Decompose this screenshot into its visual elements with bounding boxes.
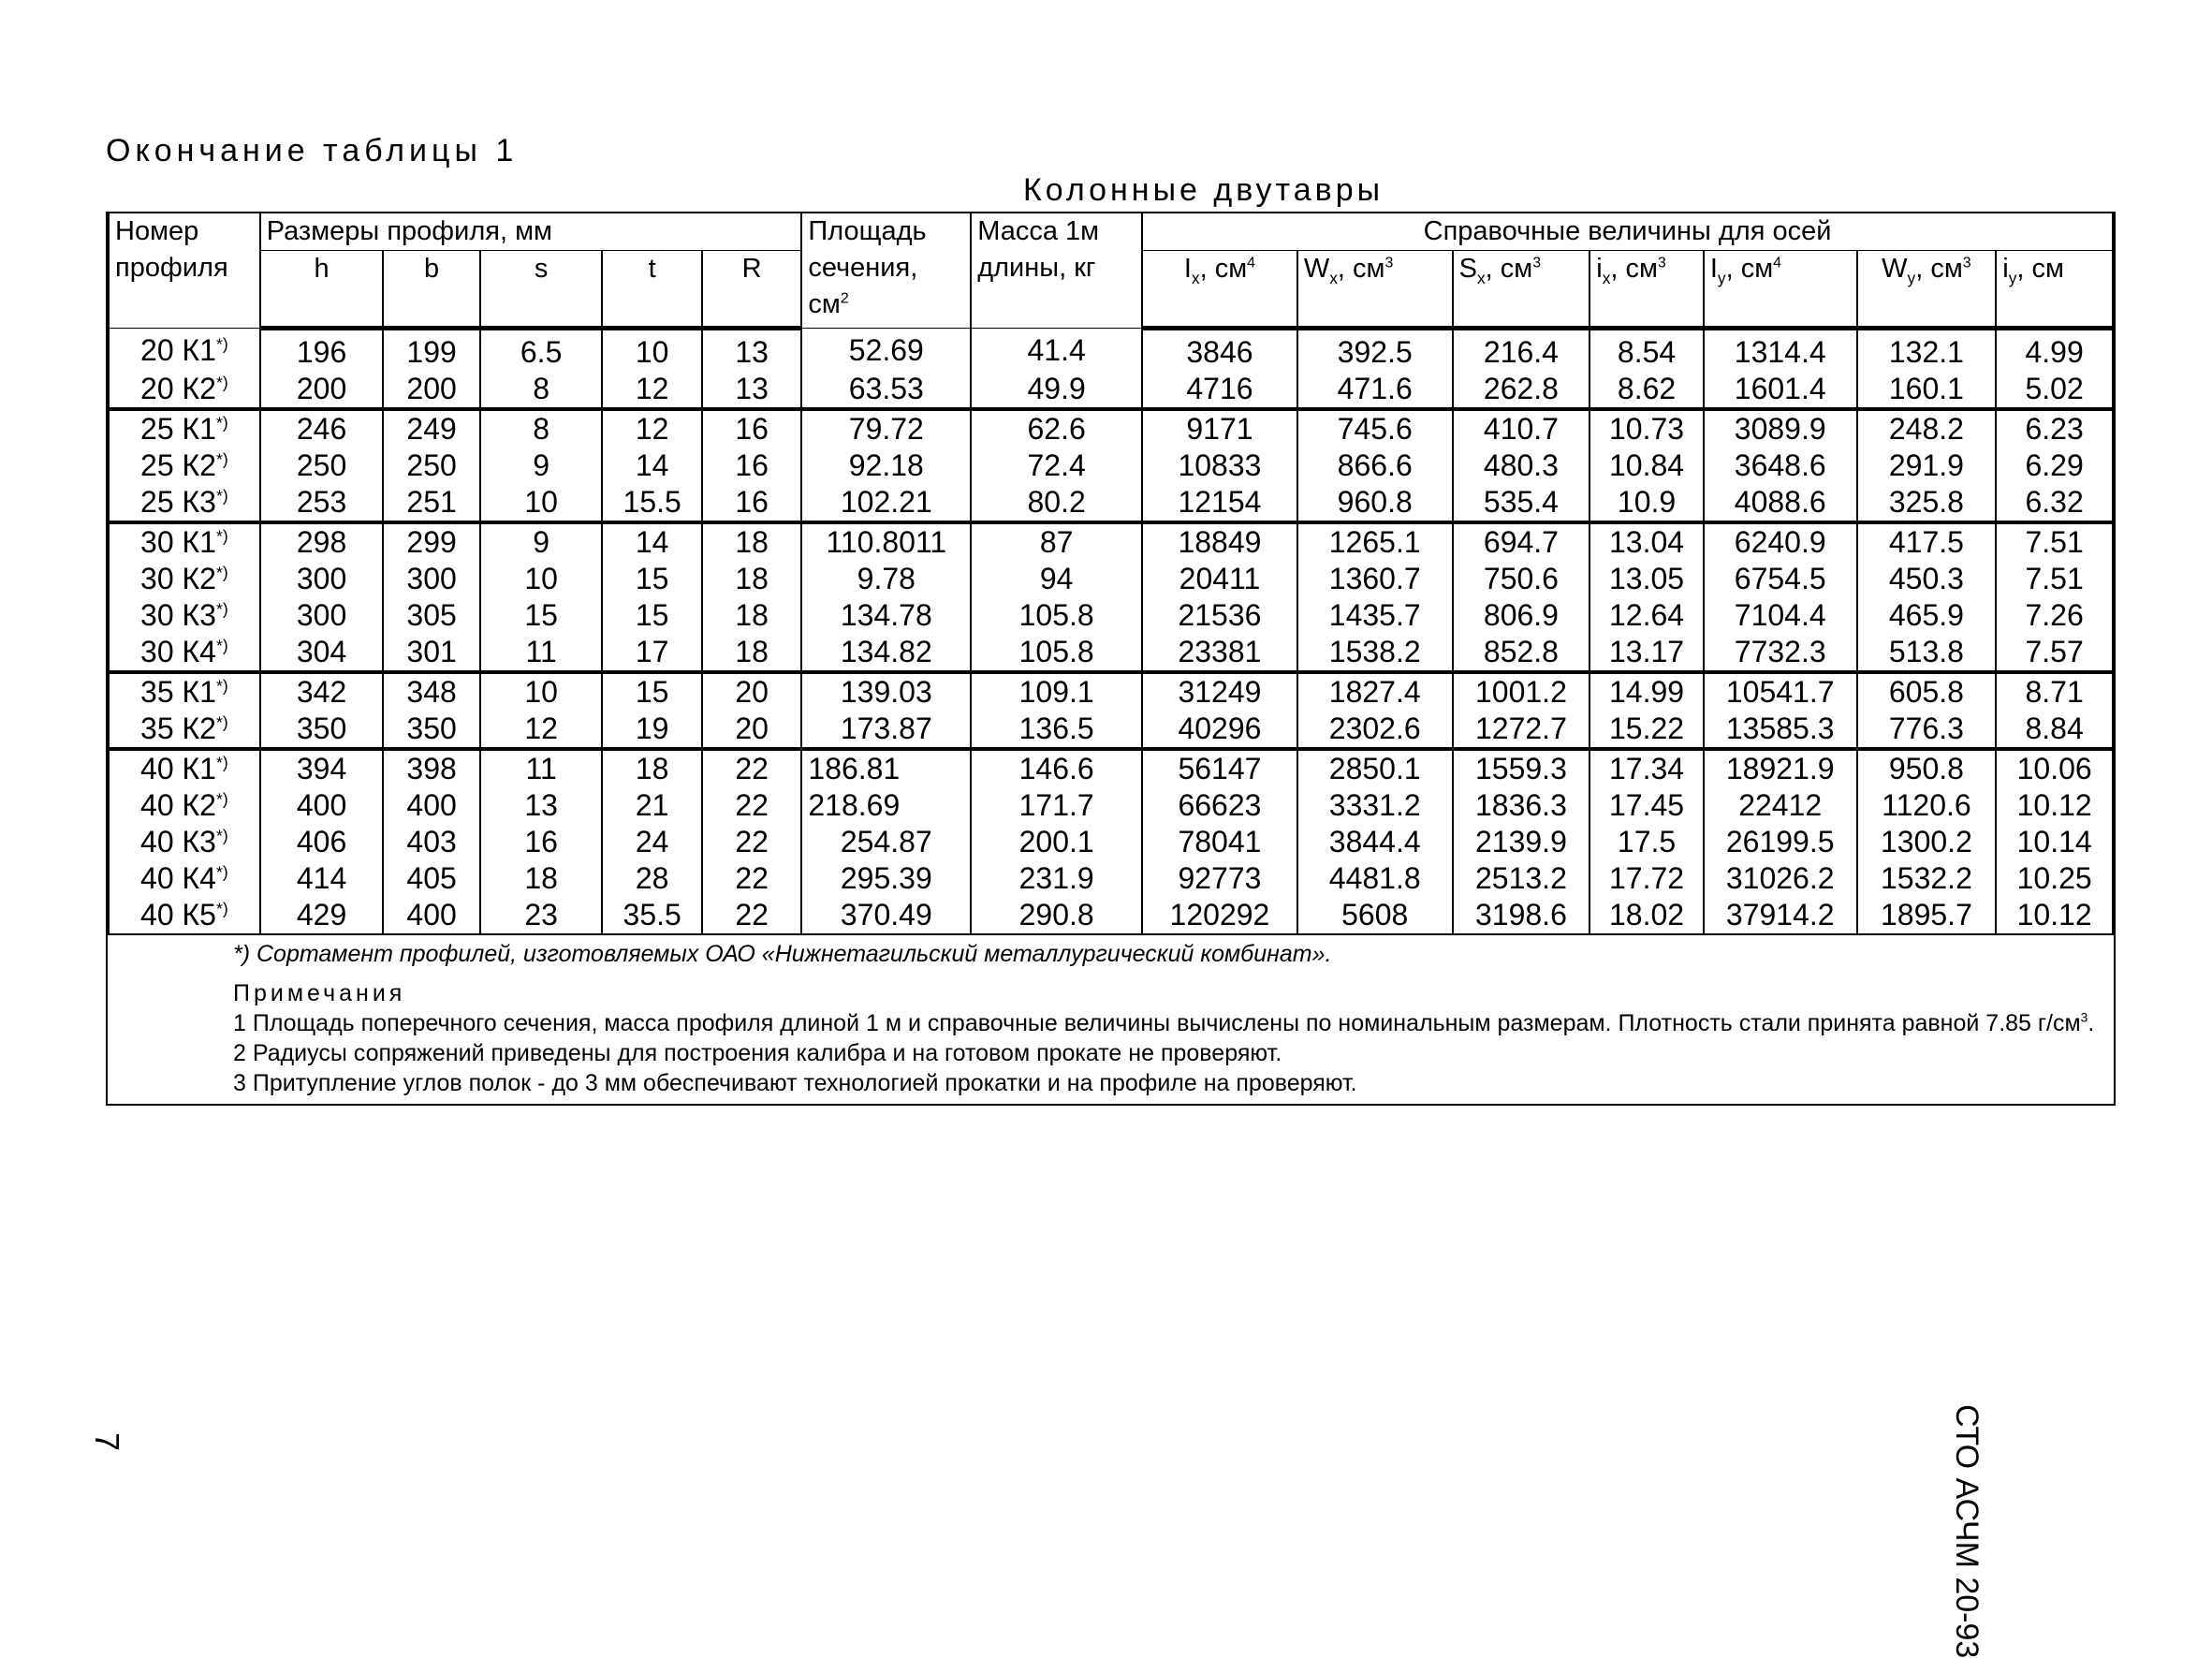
cell-h: 298 [260,522,384,561]
cell-profile: 35 К1*) [109,672,260,711]
cell-t: 17 [602,634,701,672]
cell-ix-inertia: 12154 [1142,484,1297,522]
cell-iy-radius: 10.12 [1996,897,2113,933]
cell-wy: 160.1 [1857,371,1997,409]
cell-r: 18 [702,561,801,597]
cell-ix-radius: 18.02 [1589,897,1704,933]
cell-h: 414 [260,860,384,897]
cell-ix-radius: 14.99 [1589,672,1704,711]
cell-s: 10 [480,484,603,522]
cell-area: 186.81 [801,749,971,787]
cell-ix-radius: 10.9 [1589,484,1704,522]
cell-h: 300 [260,597,384,634]
header-area-text: Площадь сечения, см [808,216,927,319]
cell-s: 8 [480,409,603,448]
cell-mass: 136.5 [971,711,1142,749]
cell-wx: 471.6 [1297,371,1453,409]
cell-b: 305 [383,597,479,634]
cell-ix-inertia: 40296 [1142,711,1297,749]
cell-wy: 132.1 [1857,329,1997,372]
cell-wy: 1895.7 [1857,897,1997,933]
header-area-sup: 2 [840,290,849,307]
cell-wy: 1120.6 [1857,787,1997,824]
cell-b: 405 [383,860,479,897]
cell-profile: 30 К2*) [109,561,260,597]
cell-profile: 25 К3*) [109,484,260,522]
cell-ix-radius: 15.22 [1589,711,1704,749]
cell-ix-radius: 17.34 [1589,749,1704,787]
cell-b: 300 [383,561,479,597]
cell-sx: 852.8 [1453,634,1590,672]
cell-wy: 1532.2 [1857,860,1997,897]
cell-ix-inertia: 120292 [1142,897,1297,933]
cell-s: 11 [480,634,603,672]
cell-sx: 262.8 [1453,371,1590,409]
cell-wy: 1300.2 [1857,824,1997,860]
cell-b: 400 [383,787,479,824]
cell-wx: 745.6 [1297,409,1453,448]
cell-area: 370.49 [801,897,971,933]
cell-b: 400 [383,897,479,933]
cell-profile: 20 К2*) [109,371,260,409]
cell-h: 304 [260,634,384,672]
cell-wx: 392.5 [1297,329,1453,372]
cell-ix-radius: 12.64 [1589,597,1704,634]
cell-profile: 20 К1*) [109,329,260,372]
cell-iy-radius: 4.99 [1996,329,2113,372]
cell-profile: 30 К1*) [109,522,260,561]
cell-mass: 146.6 [971,749,1142,787]
cell-s: 8 [480,371,603,409]
cell-iy-inertia: 1314.4 [1704,329,1857,372]
cell-wx: 960.8 [1297,484,1453,522]
header-r: R [702,251,801,329]
cell-iy-radius: 8.84 [1996,711,2113,749]
cell-h: 250 [260,448,384,484]
cell-profile: 40 К4*) [109,860,260,897]
cell-s: 10 [480,672,603,711]
header-dims-group: Размеры профиля, мм [260,213,802,251]
cell-r: 16 [702,448,801,484]
cell-ix-inertia: 18849 [1142,522,1297,561]
cell-t: 15 [602,672,701,711]
header-s: s [480,251,603,329]
cell-iy-radius: 7.57 [1996,634,2113,672]
cell-r: 13 [702,329,801,372]
footnote: *) Сортамент профилей, изготовляемых ОАО «Нижнетагильский металлургический комбинат». [233,941,1332,967]
cell-r: 22 [702,860,801,897]
cell-ix-inertia: 56147 [1142,749,1297,787]
cell-r: 18 [702,522,801,561]
cell-h: 200 [260,371,384,409]
cell-r: 13 [702,371,801,409]
header-iy-inertia: $I_y$, $см^4$ [1704,251,1857,329]
cell-t: 15 [602,561,701,597]
table-row [109,597,2113,634]
cell-area: 92.18 [801,448,971,484]
cell-area: 254.87 [801,824,971,860]
cell-r: 22 [702,787,801,824]
cell-profile: 30 К4*) [109,634,260,672]
document-code: СТО АСЧМ 20-93 [1949,1404,1985,1658]
cell-sx: 750.6 [1453,561,1590,597]
cell-ix-inertia: 4716 [1142,371,1297,409]
cell-sx: 1001.2 [1453,672,1590,711]
cell-sx: 410.7 [1453,409,1590,448]
cell-area: 9.78 [801,561,971,597]
cell-h: 196 [260,329,384,372]
cell-iy-radius: 8.71 [1996,672,2113,711]
cell-iy-inertia: 31026.2 [1704,860,1857,897]
profile-table-frame [106,212,2116,1106]
table-row [109,897,2113,933]
cell-mass: 41.4 [971,329,1142,372]
cell-iy-inertia: 3648.6 [1704,448,1857,484]
cell-mass: 49.9 [971,371,1142,409]
cell-mass: 105.8 [971,634,1142,672]
cell-r: 16 [702,484,801,522]
cell-iy-radius: 10.14 [1996,824,2113,860]
cell-profile: 40 К2*) [109,787,260,824]
table-row [109,409,2113,448]
cell-iy-radius: 5.02 [1996,371,2113,409]
cell-r: 16 [702,409,801,448]
cell-profile: 40 К5*) [109,897,260,933]
cell-iy-radius: 10.12 [1996,787,2113,824]
cell-b: 249 [383,409,479,448]
cell-area: 52.69 [801,329,971,372]
cell-t: 19 [602,711,701,749]
note-3: 3 Притупление углов полок - до 3 мм обеспечивают технологией прокатки и на профиле на проверяют. [233,1070,1357,1096]
cell-b: 301 [383,634,479,672]
cell-mass: 171.7 [971,787,1142,824]
cell-iy-inertia: 13585.3 [1704,711,1857,749]
cell-area: 102.21 [801,484,971,522]
cell-s: 9 [480,522,603,561]
cell-sx: 535.4 [1453,484,1590,522]
cell-wy: 325.8 [1857,484,1997,522]
cell-ix-radius: 17.45 [1589,787,1704,824]
cell-area: 134.78 [801,597,971,634]
cell-sx: 1836.3 [1453,787,1590,824]
cell-sx: 1559.3 [1453,749,1590,787]
cell-b: 350 [383,711,479,749]
cell-b: 398 [383,749,479,787]
cell-h: 406 [260,824,384,860]
table-row [109,860,2113,897]
cell-area: 110.8011 [801,522,971,561]
table-row [109,749,2113,787]
cell-sx: 3198.6 [1453,897,1590,933]
header-t: t [602,251,701,329]
cell-iy-inertia: 10541.7 [1704,672,1857,711]
cell-s: 6.5 [480,329,603,372]
cell-s: 11 [480,749,603,787]
cell-h: 350 [260,711,384,749]
cell-wy: 450.3 [1857,561,1997,597]
table-row [109,329,2113,372]
cell-wx: 1538.2 [1297,634,1453,672]
cell-mass: 231.9 [971,860,1142,897]
cell-sx: 694.7 [1453,522,1590,561]
cell-wx: 1827.4 [1297,672,1453,711]
cell-t: 18 [602,749,701,787]
table-row [109,371,2113,409]
cell-iy-inertia: 6240.9 [1704,522,1857,561]
cell-iy-inertia: 4088.6 [1704,484,1857,522]
cell-mass: 72.4 [971,448,1142,484]
cell-h: 342 [260,672,384,711]
cell-iy-radius: 6.23 [1996,409,2113,448]
cell-h: 429 [260,897,384,933]
cell-area: 173.87 [801,711,971,749]
cell-iy-inertia: 22412 [1704,787,1857,824]
cell-sx: 1272.7 [1453,711,1590,749]
cell-b: 250 [383,448,479,484]
cell-b: 403 [383,824,479,860]
cell-ix-inertia: 23381 [1142,634,1297,672]
cell-ix-radius: 8.54 [1589,329,1704,372]
cell-iy-inertia: 7732.3 [1704,634,1857,672]
header-ref-group: Справочные величины для осей [1142,213,2113,251]
cell-ix-radius: 10.73 [1589,409,1704,448]
table-row [109,448,2113,484]
cell-t: 15 [602,597,701,634]
table-title: Колонные двутавры [1022,172,1384,208]
table-row [109,561,2113,597]
cell-ix-radius: 17.72 [1589,860,1704,897]
cell-t: 14 [602,448,701,484]
header-area [801,213,971,329]
cell-s: 12 [480,711,603,749]
cell-s: 15 [480,597,603,634]
cell-wy: 291.9 [1857,448,1997,484]
cell-profile: 25 К2*) [109,448,260,484]
header-iy-radius: $i_y$, см [1996,251,2113,329]
cell-wx: 5608 [1297,897,1453,933]
cell-area: 295.39 [801,860,971,897]
cell-t: 21 [602,787,701,824]
header-row-groups [109,213,2113,251]
cell-s: 23 [480,897,603,933]
header-ix-inertia: $I_x$, $см^4$ [1142,251,1297,329]
cell-ix-inertia: 10833 [1142,448,1297,484]
cell-area: 139.03 [801,672,971,711]
cell-b: 299 [383,522,479,561]
cell-mass: 105.8 [971,597,1142,634]
cell-ix-inertia: 20411 [1142,561,1297,597]
cell-iy-inertia: 18921.9 [1704,749,1857,787]
cell-s: 18 [480,860,603,897]
cell-mass: 109.1 [971,672,1142,711]
cell-r: 22 [702,824,801,860]
header-b: b [383,251,479,329]
cell-ix-radius: 13.04 [1589,522,1704,561]
cell-iy-radius: 10.25 [1996,860,2113,897]
note-1: 1 Площадь поперечного сечения, масса профиля длиной 1 м и справочные величины вычислены по номинальным размерам. Плотность стали принята равной 7.85 $г/см^3$. [233,1010,2095,1036]
cell-profile: 40 К3*) [109,824,260,860]
cell-iy-inertia: 6754.5 [1704,561,1857,597]
cell-area: 63.53 [801,371,971,409]
cell-mass: 87 [971,522,1142,561]
table-row [109,787,2113,824]
cell-ix-inertia: 21536 [1142,597,1297,634]
cell-wx: 1360.7 [1297,561,1453,597]
cell-iy-radius: 7.51 [1996,561,2113,597]
cell-mass: 290.8 [971,897,1142,933]
notes-block [108,933,2114,1104]
cell-iy-radius: 7.26 [1996,597,2113,634]
cell-t: 12 [602,371,701,409]
header-mass: Масса 1м длины, кг [971,213,1142,329]
cell-iy-radius: 7.51 [1996,522,2113,561]
cell-t: 35.5 [602,897,701,933]
notes-title: Примечания [233,980,406,1006]
cell-iy-inertia: 37914.2 [1704,897,1857,933]
cell-ix-inertia: 92773 [1142,860,1297,897]
cell-h: 300 [260,561,384,597]
cell-profile: 30 К3*) [109,597,260,634]
cell-ix-inertia: 9171 [1142,409,1297,448]
cell-t: 12 [602,409,701,448]
cell-iy-inertia: 1601.4 [1704,371,1857,409]
cell-wy: 605.8 [1857,672,1997,711]
header-wy: $W_y$, $см^3$ [1857,251,1997,329]
cell-iy-inertia: 26199.5 [1704,824,1857,860]
cell-ix-radius: 13.05 [1589,561,1704,597]
table-row [109,634,2113,672]
cell-r: 20 [702,672,801,711]
cell-wy: 513.8 [1857,634,1997,672]
cell-ix-inertia: 3846 [1142,329,1297,372]
cell-ix-inertia: 66623 [1142,787,1297,824]
cell-wx: 866.6 [1297,448,1453,484]
cell-wy: 417.5 [1857,522,1997,561]
cell-sx: 2513.2 [1453,860,1590,897]
cell-wx: 1435.7 [1297,597,1453,634]
cell-wx: 3331.2 [1297,787,1453,824]
cell-area: 134.82 [801,634,971,672]
cell-mass: 200.1 [971,824,1142,860]
cell-sx: 480.3 [1453,448,1590,484]
cell-iy-radius: 10.06 [1996,749,2113,787]
cell-t: 24 [602,824,701,860]
cell-mass: 62.6 [971,409,1142,448]
cell-r: 18 [702,597,801,634]
cell-r: 20 [702,711,801,749]
cell-mass: 80.2 [971,484,1142,522]
cell-ix-radius: 8.62 [1589,371,1704,409]
table-row [109,522,2113,561]
cell-t: 14 [602,522,701,561]
header-h: h [260,251,384,329]
cell-wx: 1265.1 [1297,522,1453,561]
cell-wx: 4481.8 [1297,860,1453,897]
cell-ix-radius: 17.5 [1589,824,1704,860]
table-row [109,824,2113,860]
cell-ix-radius: 10.84 [1589,448,1704,484]
cell-wy: 776.3 [1857,711,1997,749]
table-body [109,329,2113,934]
cell-r: 22 [702,897,801,933]
cell-t: 28 [602,860,701,897]
page-number: 7 [88,1432,126,1452]
cell-sx: 2139.9 [1453,824,1590,860]
cell-s: 13 [480,787,603,824]
cell-r: 22 [702,749,801,787]
header-wx: $W_x$, $см^3$ [1297,251,1453,329]
cell-wy: 248.2 [1857,409,1997,448]
table-row [109,672,2113,711]
cell-r: 18 [702,634,801,672]
cell-ix-inertia: 78041 [1142,824,1297,860]
cell-h: 253 [260,484,384,522]
cell-iy-radius: 6.32 [1996,484,2113,522]
cell-b: 199 [383,329,479,372]
cell-wx: 3844.4 [1297,824,1453,860]
cell-s: 9 [480,448,603,484]
profile-table [108,213,2114,933]
cell-h: 246 [260,409,384,448]
cell-profile: 40 К1*) [109,749,260,787]
cell-mass: 94 [971,561,1142,597]
table-row [109,484,2113,522]
cell-ix-inertia: 31249 [1142,672,1297,711]
cell-profile: 35 К2*) [109,711,260,749]
cell-h: 400 [260,787,384,824]
cell-iy-inertia: 7104.4 [1704,597,1857,634]
cell-wy: 465.9 [1857,597,1997,634]
cell-s: 10 [480,561,603,597]
cell-wy: 950.8 [1857,749,1997,787]
cell-wx: 2302.6 [1297,711,1453,749]
header-sx: $S_x$, $см^3$ [1453,251,1590,329]
cell-t: 10 [602,329,701,372]
cell-area: 79.72 [801,409,971,448]
header-profile: Номер профиля [109,213,260,329]
cell-wx: 2850.1 [1297,749,1453,787]
table-row [109,711,2113,749]
cell-s: 16 [480,824,603,860]
note-2: 2 Радиусы сопряжений приведены для построения калибра и на готовом прокате не проверяют. [233,1040,1282,1066]
header-ix-radius: $i_x$, $см^3$ [1589,251,1704,329]
cell-t: 15.5 [602,484,701,522]
cell-ix-radius: 13.17 [1589,634,1704,672]
cell-area: 218.69 [801,787,971,824]
cell-iy-radius: 6.29 [1996,448,2113,484]
cell-sx: 806.9 [1453,597,1590,634]
cell-h: 394 [260,749,384,787]
cell-profile: 25 К1*) [109,409,260,448]
cell-b: 200 [383,371,479,409]
cell-iy-inertia: 3089.9 [1704,409,1857,448]
cell-b: 348 [383,672,479,711]
cell-sx: 216.4 [1453,329,1590,372]
page-heading: Окончание таблицы 1 [106,133,519,169]
cell-b: 251 [383,484,479,522]
